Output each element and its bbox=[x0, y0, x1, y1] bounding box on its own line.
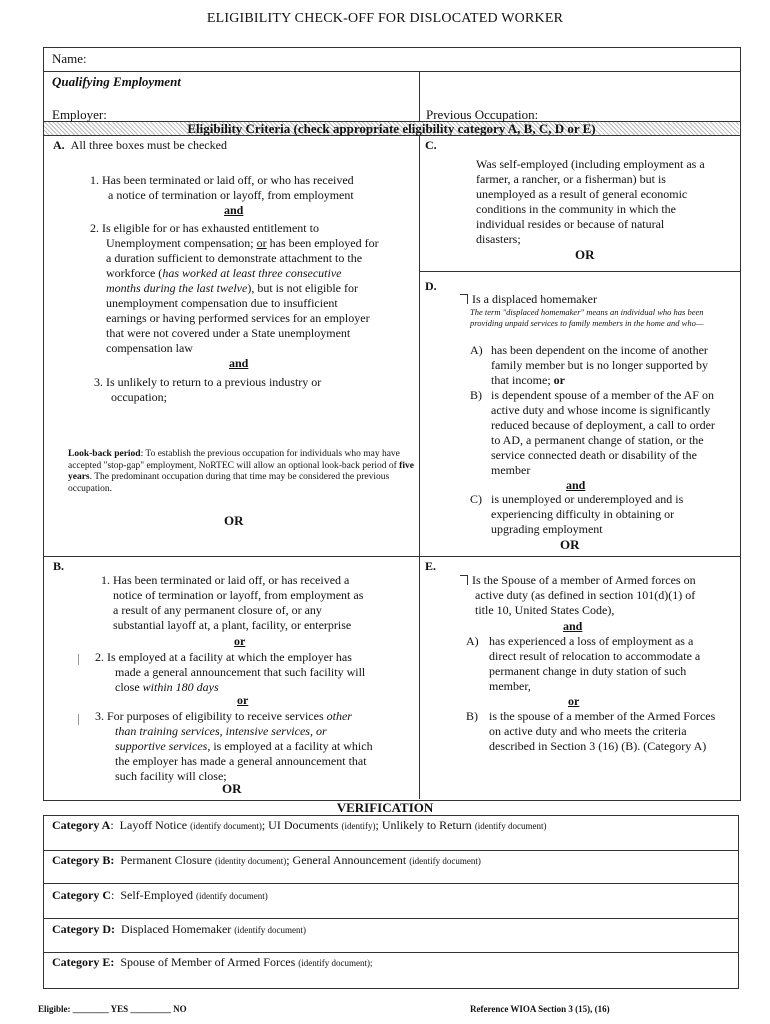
text-line: is dependent spouse of a member of the AF on bbox=[491, 388, 714, 402]
category-label: Category B: bbox=[52, 853, 115, 867]
text-line: reduced because of deployment, a call to order bbox=[491, 418, 715, 432]
page-title: ELIGIBILITY CHECK-OFF FOR DISLOCATED WORKER bbox=[206, 11, 564, 26]
section-a-letter: A. bbox=[53, 138, 65, 152]
text-line: five years bbox=[68, 460, 414, 482]
text-line: Is a displaced homemaker bbox=[472, 292, 597, 306]
checkbox-icon[interactable] bbox=[460, 294, 468, 304]
text-line: has been employed for bbox=[266, 236, 379, 250]
text-line: (identify document) bbox=[195, 891, 268, 901]
section-a-item-2[interactable] bbox=[90, 221, 379, 356]
or-connector: or bbox=[237, 693, 249, 707]
text-line: Displaced Homemaker bbox=[120, 922, 232, 936]
divider bbox=[43, 850, 738, 851]
text-line: ), but is not eligible for bbox=[247, 281, 358, 295]
or-connector: or bbox=[553, 373, 565, 387]
verification-category-a[interactable]: Category A: Layoff Notice (identify document); UI Documents (identify); Unlikely to Return (identify document) bbox=[52, 818, 547, 832]
verification-category-c[interactable]: Category C: Self-Employed (identify document) bbox=[52, 888, 268, 902]
text-line: supportive services bbox=[115, 739, 208, 753]
category-label: Category E: bbox=[52, 955, 115, 969]
text-line: conditions in the community in which the bbox=[476, 202, 676, 216]
text-line: Layoff Notice bbox=[119, 818, 188, 832]
text-line: to AD, a permanent change of station, or the bbox=[491, 433, 704, 447]
text-line: , is employed at a facility at which bbox=[207, 739, 373, 753]
eligible-yes-no-field[interactable]: Eligible: ________ YES _________ NO bbox=[38, 1004, 187, 1014]
text-line: other bbox=[326, 709, 352, 723]
text-line: on active duty and who meets the criteria bbox=[489, 724, 687, 738]
text-line: ; Unlikely to Return bbox=[375, 818, 472, 832]
text-line: months during the last twelve bbox=[106, 281, 248, 295]
divider bbox=[43, 71, 740, 72]
text-line: ; General Announcement bbox=[286, 853, 407, 867]
text-line: (identify document) bbox=[409, 856, 481, 866]
or-connector: or bbox=[256, 236, 267, 250]
text-line: compensation law bbox=[106, 341, 193, 355]
category-label: Category A bbox=[52, 818, 111, 832]
text-line: made a general announcement that such facility will bbox=[115, 665, 366, 679]
divider bbox=[419, 271, 740, 272]
verification-category-b[interactable] bbox=[52, 853, 481, 868]
divider bbox=[43, 883, 738, 884]
checkbox-b3[interactable] bbox=[78, 712, 79, 727]
category-label: Category C bbox=[52, 888, 111, 902]
text-line: farmer, a rancher, or a fisherman) but is bbox=[476, 172, 666, 186]
or-connector: or bbox=[234, 634, 246, 648]
criteria-header: Eligibility Criteria (check appropriate eligibility category A, B, C, D or E) bbox=[187, 121, 596, 136]
text-line: experiencing difficulty in obtaining or bbox=[491, 507, 675, 521]
text-line: upgrading employment bbox=[491, 522, 603, 536]
section-d-letter: D. bbox=[425, 279, 437, 293]
text-line: Unemployment compensation; bbox=[106, 236, 257, 250]
text-line: member, bbox=[489, 679, 531, 693]
previous-occupation-field-label[interactable]: Previous Occupation: bbox=[426, 107, 539, 122]
text-line: within 180 days bbox=[142, 680, 219, 694]
text-line: close bbox=[115, 680, 143, 694]
text-line: (identify) bbox=[341, 821, 376, 831]
text-line: title 10, United States Code), bbox=[475, 603, 615, 617]
divider bbox=[43, 918, 738, 919]
lookback-label: Look-back period bbox=[68, 449, 141, 459]
section-b-item-3[interactable] bbox=[95, 709, 373, 784]
text-line: occupation; bbox=[111, 390, 167, 404]
and-connector: and bbox=[224, 203, 244, 217]
text-line: substantial layoff at, a plant, facility, or enterprise bbox=[113, 618, 352, 632]
text-line: Is the Spouse of a member of Armed forces on bbox=[472, 573, 696, 587]
section-e-letter: E. bbox=[425, 559, 437, 573]
text-line: (identify document) bbox=[474, 821, 547, 831]
text-line: (identify document); bbox=[298, 958, 373, 968]
or-separator: OR bbox=[575, 247, 595, 262]
text-line: (identify document) bbox=[190, 821, 262, 831]
text-line: a result of any permanent closure of, or any bbox=[113, 603, 322, 617]
text-line: unemployment compensation due to insufficient bbox=[106, 296, 338, 310]
employer-field-label[interactable]: Employer: bbox=[52, 107, 107, 122]
section-b-item-2[interactable] bbox=[95, 650, 365, 695]
text-line: has worked at least three consecutive bbox=[162, 266, 342, 280]
section-a-item-3[interactable] bbox=[94, 375, 321, 405]
text-line: a duration sufficient to demonstrate attachment to the bbox=[106, 251, 363, 265]
text-line: direct result of relocation to accommodate a bbox=[489, 649, 701, 663]
verification-title: VERIFICATION bbox=[336, 800, 434, 815]
text-line: member bbox=[491, 463, 531, 477]
displaced-homemaker-definition: The term "displaced homemaker" means an individual who has been providing unpaid services to family members in the home and who— bbox=[470, 307, 704, 328]
section-d-checkbox[interactable] bbox=[460, 292, 597, 307]
section-c-letter: C. bbox=[425, 138, 437, 152]
qualifying-employment-heading: Qualifying Employment bbox=[52, 74, 181, 89]
divider bbox=[43, 952, 738, 953]
text-line: ; UI Documents bbox=[261, 818, 339, 832]
section-b-item-1[interactable] bbox=[101, 573, 363, 633]
or-connector: or bbox=[568, 694, 580, 708]
text-line: Self-Employed bbox=[120, 888, 193, 902]
text-line: active duty and whose income is significantly bbox=[491, 403, 711, 417]
text-line: A) bbox=[470, 343, 483, 357]
text-line: family member but is no longer supported by bbox=[491, 358, 708, 372]
text-line: a notice of termination or layoff, from employment bbox=[108, 188, 354, 202]
text-line: that income; bbox=[491, 373, 554, 387]
and-connector: and bbox=[566, 478, 586, 492]
text-line: individual resides or because of natural bbox=[476, 217, 665, 231]
checkbox-icon[interactable] bbox=[460, 575, 468, 585]
text-line: is the spouse of a member of the Armed Forces bbox=[489, 709, 716, 723]
text-line: active duty (as defined in section 101(d)(1) of bbox=[475, 588, 696, 602]
text-line: than training services, intensive services, or bbox=[115, 724, 327, 738]
text-line: B) bbox=[466, 709, 478, 723]
checkbox-b2[interactable] bbox=[78, 652, 79, 667]
text-line: 3. Is unlikely to return to a previous industry or bbox=[94, 375, 322, 389]
text-line: (identity document) bbox=[214, 856, 287, 866]
text-line: 3. For purposes of eligibility to receive services bbox=[95, 709, 327, 723]
section-a-intro: All three boxes must be checked bbox=[70, 138, 227, 152]
section-a bbox=[53, 138, 227, 153]
section-e-option-a[interactable] bbox=[466, 634, 700, 694]
text-line: 1. Has been terminated or laid off, or who has received bbox=[90, 173, 354, 187]
name-field-label[interactable]: Name: bbox=[52, 51, 87, 66]
column-divider bbox=[419, 71, 420, 799]
and-connector: and bbox=[563, 619, 583, 633]
lookback-note bbox=[68, 449, 418, 495]
text-line: the employer has made a general announcement that bbox=[115, 754, 367, 768]
text-line: (identify document) bbox=[234, 925, 307, 935]
text-line: that were not covered under a State unemployment bbox=[106, 326, 351, 340]
text-line: has experienced a loss of employment as a bbox=[489, 634, 694, 648]
section-a-item-1[interactable] bbox=[90, 173, 354, 203]
text-line: service connected death or disability of the bbox=[491, 448, 697, 462]
text-line: A) bbox=[466, 634, 479, 648]
text-line: such facility will close; bbox=[115, 769, 227, 783]
text-line: permanent change in duty station of such bbox=[489, 664, 687, 678]
text-line: described in Section 3 (16) (B). (Category A) bbox=[489, 739, 707, 753]
section-e-option-b[interactable] bbox=[466, 709, 715, 754]
text-line: has been dependent on the income of another bbox=[491, 343, 708, 357]
text-line: 1. Has been terminated or laid off, or has received a bbox=[101, 573, 350, 587]
text-line: B) bbox=[470, 388, 482, 402]
text-line: earnings or having performed services for an employer bbox=[106, 311, 370, 325]
section-c-text[interactable] bbox=[476, 157, 705, 247]
section-e-checkbox[interactable] bbox=[460, 573, 696, 618]
text-line: Was self-employed (including employment as a bbox=[476, 157, 705, 171]
text-line: workforce ( bbox=[106, 266, 163, 280]
text-line: Permanent Closure bbox=[120, 853, 212, 867]
text-line: disasters; bbox=[476, 232, 521, 246]
text-line: : To establish the previous occupation for individuals who may have accepted "stop-gap" employment, NoRTEC will allow an optional look-back period of bbox=[68, 449, 400, 471]
section-d-option-c[interactable] bbox=[470, 492, 683, 537]
reference-note: Reference WIOA Section 3 (15), (16) bbox=[470, 1004, 610, 1014]
section-b-letter: B. bbox=[53, 559, 65, 573]
or-separator: OR bbox=[560, 537, 580, 552]
text-line: C) bbox=[470, 492, 482, 506]
text-line: notice of termination or layoff, from employment as bbox=[113, 588, 364, 602]
verification-category-e[interactable] bbox=[52, 955, 373, 970]
text-line: is unemployed or underemployed and is bbox=[491, 492, 684, 506]
text-line: . The predominant occupation during that time may be considered the previous occupation. bbox=[68, 472, 390, 494]
text-line: 2. Is eligible for or has exhausted entitlement to bbox=[90, 221, 319, 235]
or-separator: OR bbox=[224, 513, 244, 528]
text-line: 2. Is employed at a facility at which the employer has bbox=[95, 650, 352, 664]
divider bbox=[43, 556, 740, 557]
and-connector: and bbox=[229, 356, 249, 370]
text-line: unemployed as a result of general economic bbox=[476, 187, 688, 201]
section-d-option-b[interactable] bbox=[470, 388, 715, 478]
verification-category-d[interactable] bbox=[52, 922, 306, 937]
section-d-option-a[interactable] bbox=[470, 343, 708, 388]
category-label: Category D: bbox=[52, 922, 115, 936]
or-separator: OR bbox=[222, 781, 242, 796]
text-line: Spouse of Member of Armed Forces bbox=[120, 955, 296, 969]
